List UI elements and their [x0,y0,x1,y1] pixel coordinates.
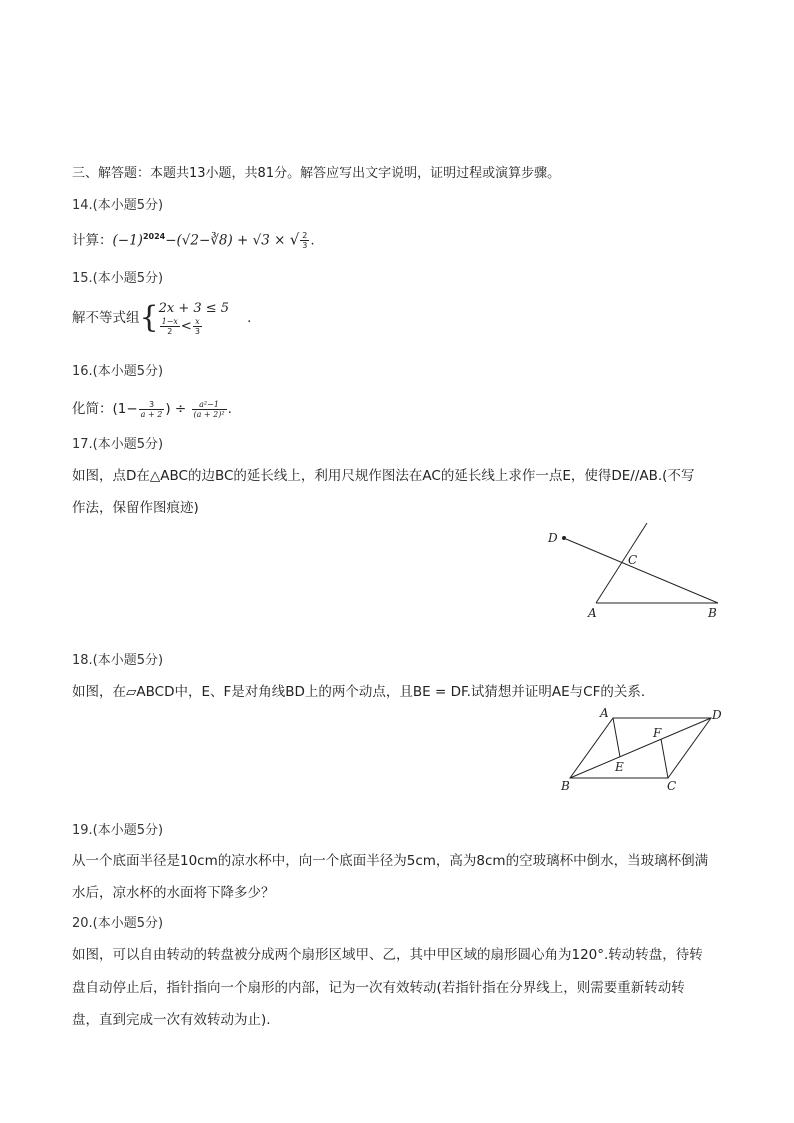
triangle-figure [540,515,740,625]
question-19-line-2: 水后，凉水杯的水面将下降多少？ [72,885,275,901]
label-d: D [712,708,722,722]
question-14-number: 14.(本小题5分) [72,198,164,213]
question-20-line-2: 盘自动停止后，指针指向一个扇形的内部，记为一次有效转动(若指针指在分界线上，则需要重新转动转 [72,980,685,996]
inequality-2: $\frac{1-x}{2}$ < $\frac{x}{3}$ [161,316,200,336]
q14-prefix: 计算： [72,232,113,249]
parallelogram-figure [555,702,735,797]
question-14-body: 计算：$(-1)^{2024}-(√2-∛8) + √3$ × √ $\frac{2}{3}$ . [72,230,315,250]
label-a: A [588,606,597,620]
question-17-line-2: 作法，保留作图痕迹) [72,500,199,516]
question-18-number: 18.(本小题5分) [72,653,164,668]
question-19-number: 19.(本小题5分) [72,823,164,838]
question-17-line-1: 如图，点D在△ABC的边BC的延长线上，利用尺规作图法在AC的延长线上求作一点E，使得DE//AB.(不写 [72,468,695,484]
label-d: D [548,531,558,545]
label-f: F [653,726,662,740]
question-15-body: 解不等式组{ 2x + 3 ≤ 5 $\frac{1-x}{2}$ < $\frac{x}{3}$ . [72,300,252,336]
q16-fraction-1: $\frac{3}{a + 2}$ [140,399,163,419]
question-16-body: 化简：(1− $\frac{3}{a + 2}$ ) ÷ $\frac{\text{a²−1}}{\text{(a + 2)²}}$ . [72,399,232,419]
question-19-line-1: 从一个底面半径是10cm的凉水杯中，向一个底面半径为5cm，高为8cm的空玻璃杯中倒水，当玻璃杯倒满 [72,853,709,869]
question-18-line-1: 如图，在▱ABCD中，E、F是对角线BD上的两个动点，且BE = DF.试猜想并证明AE与CF的关系． [72,684,655,700]
question-17-number: 17.(本小题5分) [72,437,164,452]
q14-exponent: 2024 [142,232,166,241]
q14-expr-b: −(√2−∛8) + √3 × [165,232,290,249]
q15-prefix: 解不等式组 [72,310,140,326]
question-20-line-3: 盘，直到完成一次有效转动为止). [72,1012,271,1028]
section-heading: 三、解答题：本题共13小题，共81分。解答应写出文字说明，证明过程或演算步骤。 [72,166,561,181]
q16-fraction-2: $\frac{\text{a²−1}}{\text{(a + 2)²}}$ [193,399,225,419]
inequality-1: 2x + 3 ≤ 5 [158,300,230,316]
question-20-line-1: 如图，可以自由转动的转盘被分成两个扇形区域甲、乙，其中甲区域的扇形圆心角为120°.转动转盘，待转 [72,947,703,963]
label-c: C [667,779,677,793]
inequality-system [159,301,229,336]
question-20-number: 20.(本小题5分) [72,916,164,931]
label-a: A [600,706,609,720]
question-15-number: 15.(本小题5分) [72,271,164,286]
label-b: B [561,779,570,793]
label-b: B [708,606,717,620]
system-brace: { [139,300,159,335]
q14-expr-a: (−1) [112,232,143,249]
label-e: E [615,760,624,774]
point-d-dot [562,536,566,540]
question-16-number: 16.(本小题5分) [72,364,164,379]
q14-fraction: $\frac{2}{3}$ [302,231,308,250]
label-c: C [628,553,638,567]
